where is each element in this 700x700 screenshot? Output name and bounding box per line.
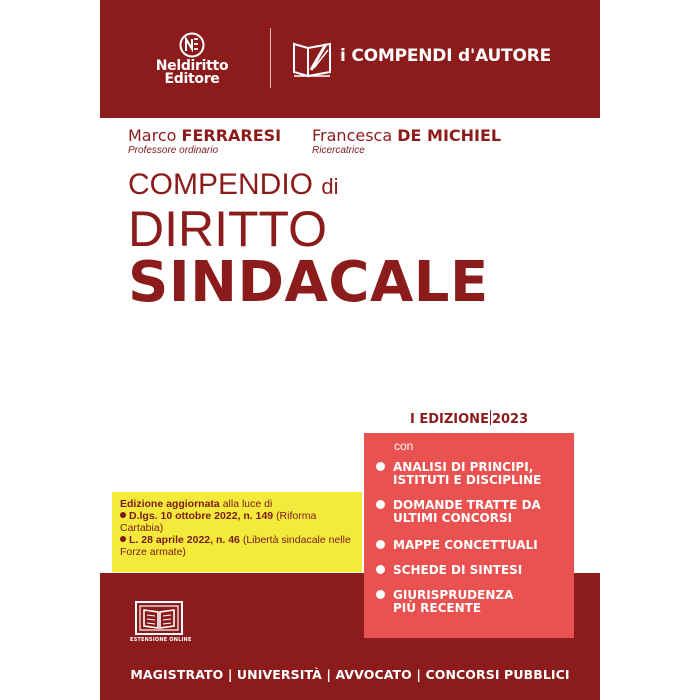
feature-text: GIURISPRUDENZA PIÙ RECENTE [393, 588, 514, 615]
bullet-icon [376, 500, 385, 509]
online-extension-badge [130, 600, 192, 648]
edition-label [410, 410, 528, 427]
author-1 [128, 126, 281, 157]
bullet-icon [120, 512, 126, 518]
author-2 [312, 126, 501, 157]
title-line-1 [128, 170, 489, 202]
book-cover [100, 0, 600, 700]
bullet-icon [376, 590, 385, 599]
update-ref-1-rest: (Riforma Cartabia) [120, 510, 317, 534]
author-2-surname: DE MICHIEL [397, 126, 502, 145]
update-ref-1 [120, 510, 354, 534]
edition-separator [490, 410, 491, 425]
author-1-name [128, 126, 281, 145]
author-2-name [312, 126, 501, 145]
update-ref-2-rest: (Libertà sindacale nelle Forze armate) [120, 534, 351, 558]
author-1-surname: FERRARESI [181, 126, 282, 145]
features-box [364, 433, 574, 638]
audience-line: MAGISTRATO | UNIVERSITÀ | AVVOCATO | CONCORSI PUBBLICI [130, 667, 570, 682]
bullet-icon [376, 462, 385, 471]
title-compendio: COMPENDIO [128, 168, 314, 201]
bullet-icon [376, 565, 385, 574]
top-band [100, 0, 600, 118]
online-extension-label: ESTENSIONE ONLINE [130, 637, 192, 643]
author-2-role: Ricercatrice [312, 145, 365, 156]
author-1-role: Professore ordinario [128, 145, 219, 156]
book-title [128, 168, 489, 315]
update-ref-2-bold: L. 28 aprile 2022, n. 46 [129, 534, 240, 546]
update-lead [120, 498, 354, 510]
open-book-icon [290, 38, 336, 80]
features-intro: con [394, 439, 414, 453]
feature-text: SCHEDE DI SINTESI [393, 563, 523, 577]
nd-logo-icon [179, 32, 205, 58]
feature-text: ANALISI DI PRINCIPI, ISTITUTI E DISCIPLINE [393, 460, 542, 487]
update-lead-rest: alla luce di [222, 498, 273, 510]
online-book-icon [134, 600, 184, 636]
author-2-first-name: Francesca [312, 126, 393, 145]
edition-year: 2023 [491, 412, 529, 427]
bullet-icon [120, 536, 126, 542]
series-name: i COMPENDI d'AUTORE [340, 46, 552, 66]
publisher-logo [152, 32, 232, 102]
publisher-name: Neldiritto Editore [155, 58, 229, 87]
feature-text: DOMANDE TRATTE DA ULTIMI CONCORSI [393, 498, 541, 525]
title-line-2: DIRITTO [128, 201, 328, 257]
update-lead-bold: Edizione aggiornata [120, 498, 220, 510]
series-logo [290, 38, 590, 78]
update-ref-1-bold: D.lgs. 10 ottobre 2022, n. 149 [129, 510, 274, 522]
bullet-icon [376, 540, 385, 549]
edition-number: I EDIZIONE [410, 412, 489, 427]
update-notice [112, 492, 362, 572]
feature-text: MAPPE CONCETTUALI [393, 538, 538, 552]
title-line-3: SINDACALE [128, 250, 489, 315]
title-di: di [321, 174, 339, 199]
band-divider [270, 28, 271, 88]
author-1-first-name: Marco [128, 126, 177, 145]
update-ref-2 [120, 534, 354, 558]
